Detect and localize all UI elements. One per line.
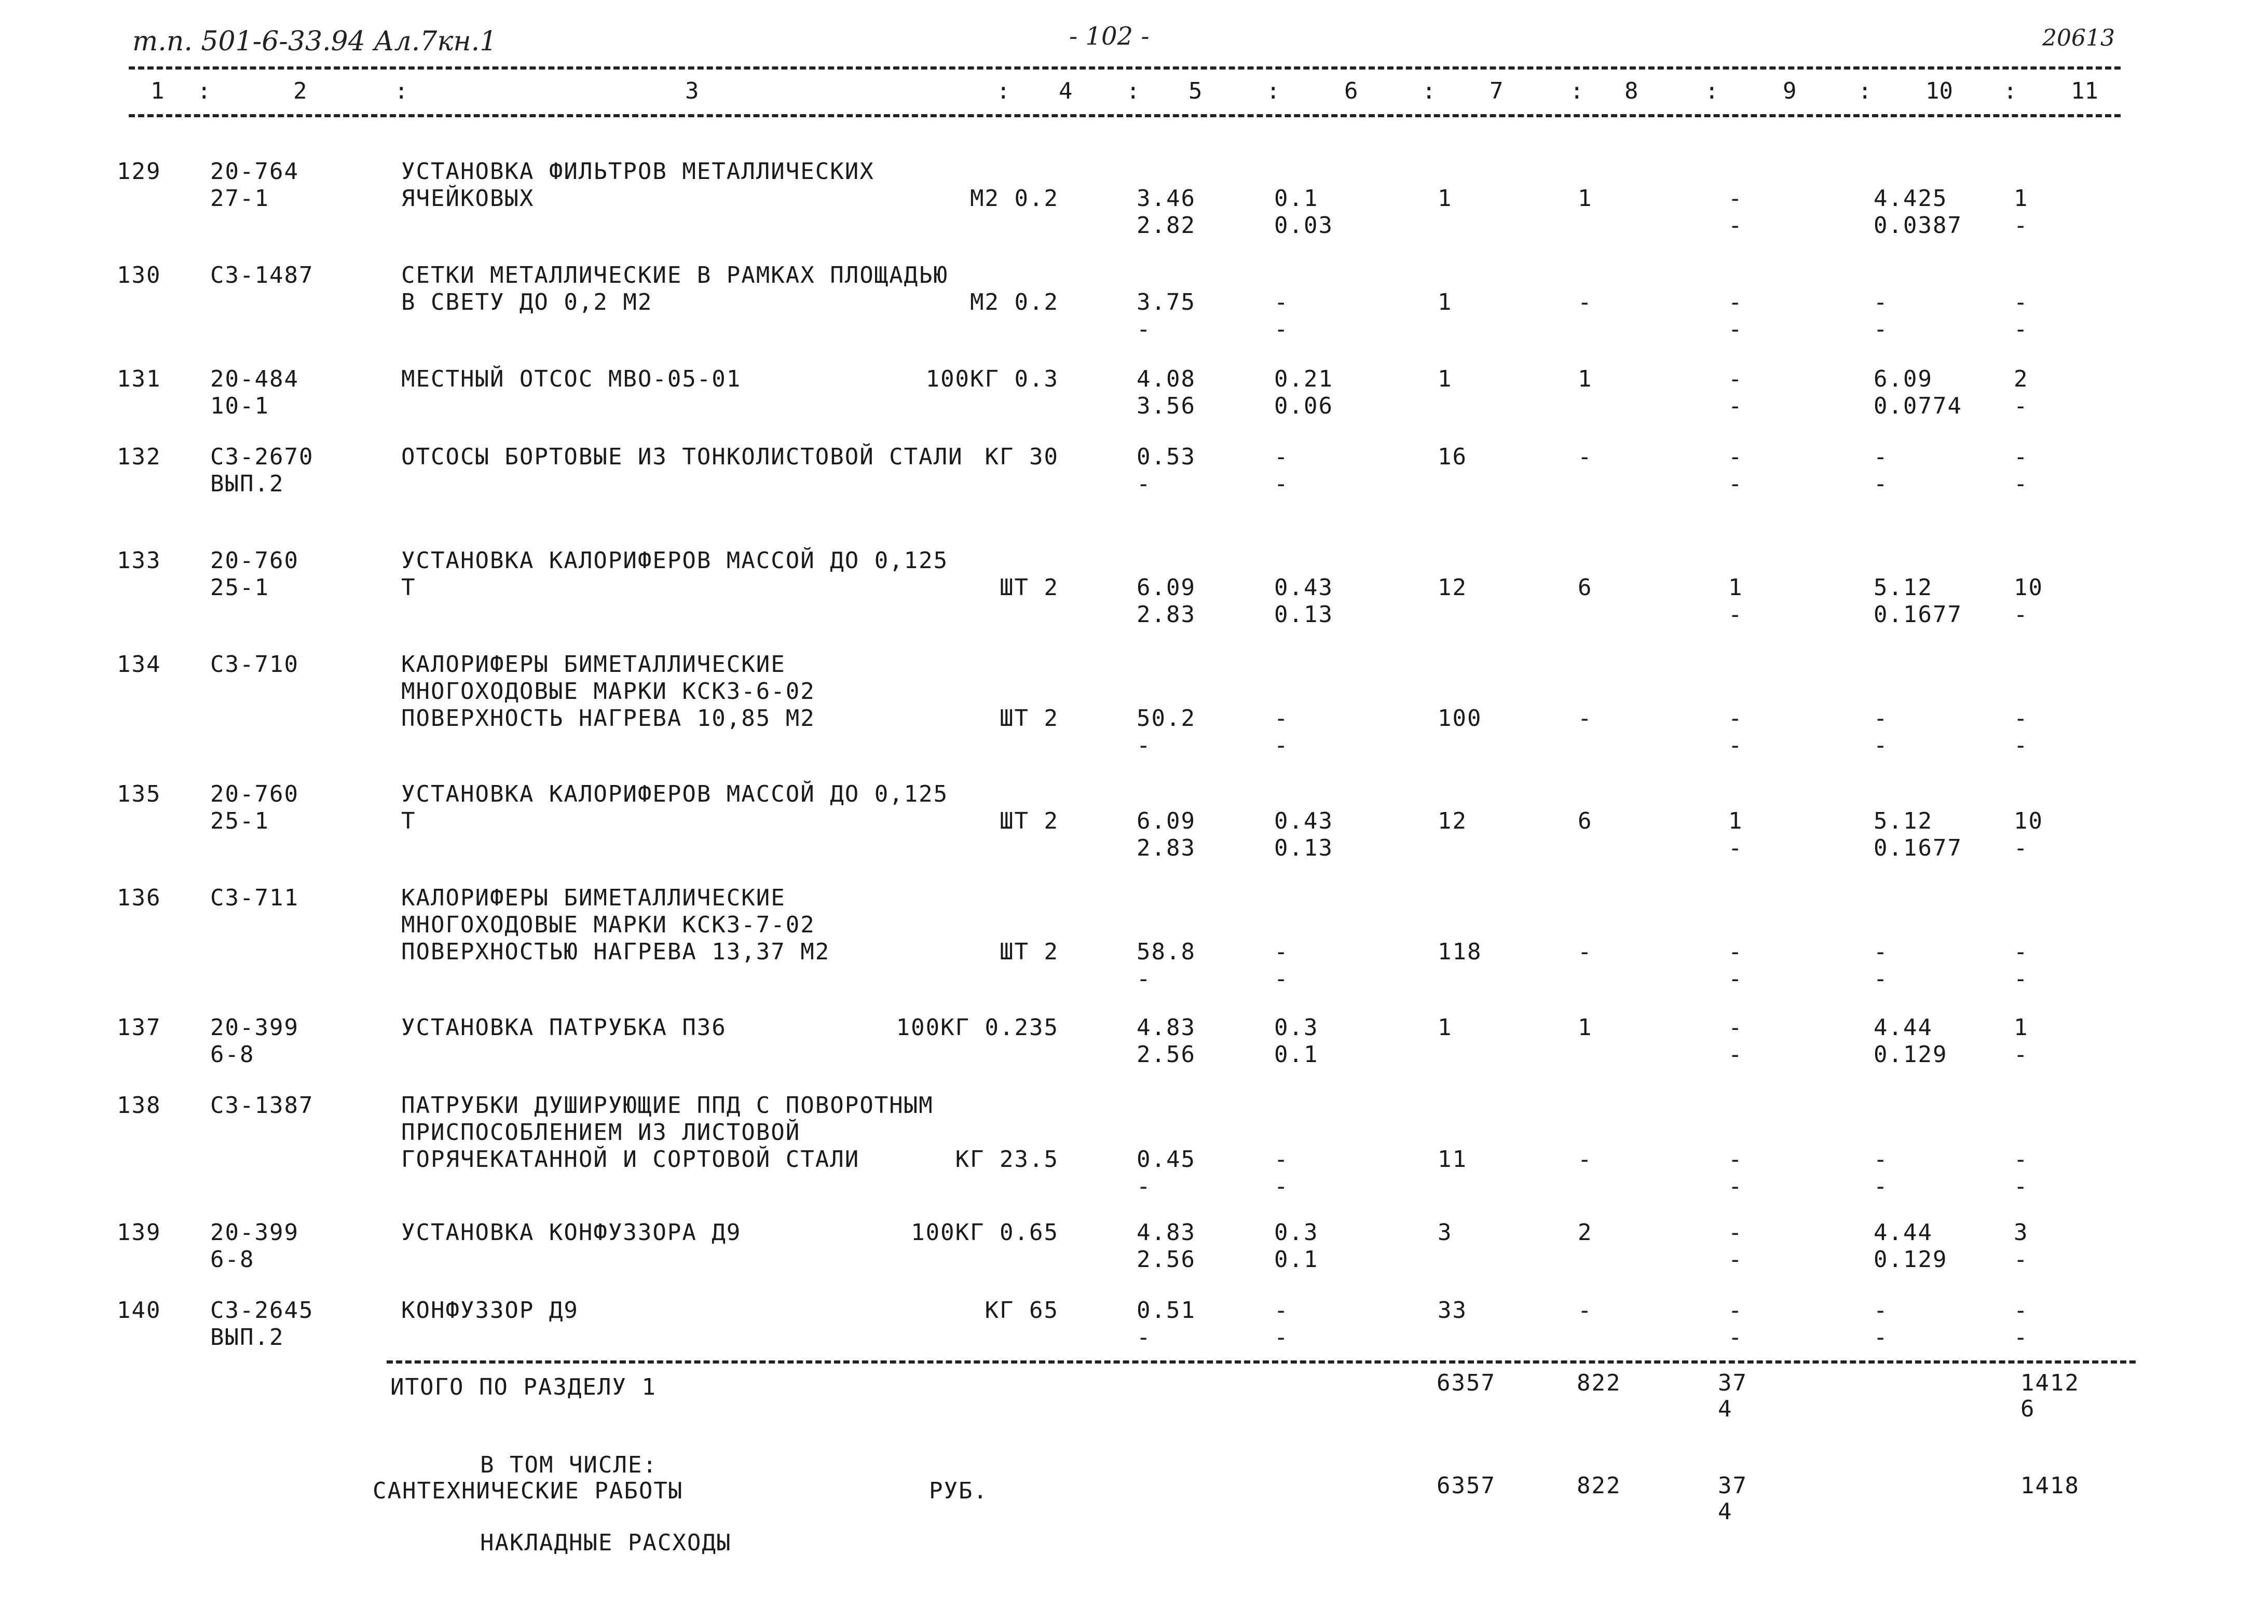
col10-value: -: [1874, 471, 1889, 497]
row-number: 130: [117, 262, 161, 288]
col11-value: -: [2014, 212, 2029, 239]
col8-value: -: [1578, 1146, 1593, 1173]
col8-value: 1: [1578, 366, 1593, 392]
col5-value: 3.75: [1137, 289, 1196, 315]
unit-quantity: М2 0.2: [970, 185, 1059, 212]
norm-code: 20-399: [210, 1219, 299, 1246]
col7-value: 1: [1438, 366, 1453, 392]
col11-value: 10: [2014, 574, 2043, 601]
colnum-1: 1: [151, 78, 165, 104]
col6-value: -: [1274, 471, 1289, 497]
col10-value: -: [1874, 444, 1889, 470]
col5-value: 2.83: [1137, 835, 1196, 861]
breakdown-col11: 1418: [2020, 1472, 2080, 1499]
col11-value: 2: [2014, 366, 2029, 392]
col10-value: 5.12: [1874, 574, 1933, 601]
col6-value: -: [1274, 444, 1289, 470]
col5-value: 4.08: [1137, 366, 1196, 392]
col8-value: 1: [1578, 1014, 1593, 1041]
work-name-line: ОТСОСЫ БОРТОВЫЕ ИЗ ТОНКОЛИСТОВОЙ СТАЛИ: [401, 444, 963, 470]
col7-value: 1: [1438, 1014, 1453, 1041]
col6-value: -: [1274, 316, 1289, 342]
col5-value: 4.83: [1137, 1219, 1196, 1246]
header-rule-top: [129, 66, 2121, 70]
col7-value: 3: [1438, 1219, 1453, 1246]
work-name-line: Т: [401, 574, 416, 601]
unit-quantity: КГ 23.5: [955, 1146, 1059, 1173]
sheet-number: 20613: [2042, 25, 2115, 51]
breakdown-col7: 6357: [1437, 1472, 1496, 1499]
work-name-line: МНОГОХОДОВЫЕ МАРКИ КСК3-6-02: [401, 678, 815, 705]
col9-value: -: [1728, 601, 1743, 628]
col11-value: 1: [2014, 1014, 2029, 1041]
col6-value: 0.13: [1274, 601, 1333, 628]
row-number: 131: [117, 366, 161, 392]
norm-code: С3-1387: [210, 1092, 314, 1119]
col7-value: 1: [1438, 289, 1453, 315]
totals-col7: 6357: [1437, 1370, 1496, 1396]
norm-code: С3-710: [210, 651, 299, 678]
norm-code: 6-8: [210, 1041, 255, 1068]
col11-value: -: [2014, 966, 2029, 992]
row-number: 132: [117, 444, 161, 470]
header-rule-bottom: [129, 114, 2121, 117]
col11-value: -: [2014, 316, 2029, 342]
doc-reference: т.п. 501-6-33.94 Ал.7кн.1: [132, 26, 497, 57]
col5-value: 6.09: [1137, 574, 1196, 601]
col11-value: -: [2014, 444, 2029, 470]
col9-value: -: [1728, 316, 1743, 342]
col5-value: 2.56: [1137, 1041, 1196, 1068]
breakdown-col8: 822: [1577, 1472, 1621, 1499]
col7-value: 12: [1438, 808, 1467, 834]
col9-value: -: [1728, 1219, 1743, 1246]
norm-code: 20-484: [210, 366, 299, 392]
col8-value: 6: [1578, 574, 1593, 601]
norm-code: 6-8: [210, 1246, 255, 1273]
col8-value: -: [1578, 444, 1593, 470]
col10-value: 4.425: [1874, 185, 1948, 212]
work-name-line: ГОРЯЧЕКАТАННОЙ И СОРТОВОЙ СТАЛИ: [401, 1146, 860, 1173]
col9-value: -: [1728, 1324, 1743, 1351]
unit-quantity: 100КГ 0.3: [925, 366, 1059, 392]
work-name-line: УСТАНОВКА ПАТРУБКА П36: [401, 1014, 727, 1041]
col9-value: -: [1728, 1041, 1743, 1068]
work-name-line: УСТАНОВКА КАЛОРИФЕРОВ МАССОЙ ДО 0,125: [401, 547, 949, 574]
col5-value: 2.56: [1137, 1246, 1196, 1273]
totals-col11-line2: 6: [2020, 1396, 2035, 1422]
col10-value: 5.12: [1874, 808, 1933, 834]
breakdown-col9-line1: 37: [1718, 1472, 1747, 1499]
breakdown-label: САНТЕХНИЧЕСКИЕ РАБОТЫ: [373, 1478, 684, 1504]
row-number: 133: [117, 547, 161, 574]
work-name-line: КАЛОРИФЕРЫ БИМЕТАЛЛИЧЕСКИЕ: [401, 885, 786, 911]
col10-value: -: [1874, 1173, 1889, 1200]
col5-value: 50.2: [1137, 705, 1196, 732]
col11-value: -: [2014, 1041, 2029, 1068]
including-label: В ТОМ ЧИСЛЕ:: [480, 1452, 658, 1478]
col5-value: 58.8: [1137, 939, 1196, 965]
col6-value: -: [1274, 1173, 1289, 1200]
col11-value: -: [2014, 601, 2029, 628]
col6-value: -: [1274, 705, 1289, 732]
col5-value: 0.53: [1137, 444, 1196, 470]
col6-value: 0.43: [1274, 574, 1333, 601]
row-number: 134: [117, 651, 161, 678]
col9-value: 1: [1728, 808, 1743, 834]
col7-value: 100: [1438, 705, 1482, 732]
col10-value: 4.44: [1874, 1219, 1933, 1246]
work-name-line: КАЛОРИФЕРЫ БИМЕТАЛЛИЧЕСКИЕ: [401, 651, 786, 678]
totals-label: ИТОГО ПО РАЗДЕЛУ 1: [390, 1374, 657, 1400]
norm-code: С3-711: [210, 885, 299, 911]
totals-col11-line1: 1412: [2020, 1370, 2080, 1396]
col11-value: 10: [2014, 808, 2043, 834]
row-number: 138: [117, 1092, 161, 1119]
col6-value: 0.3: [1274, 1014, 1319, 1041]
col11-value: -: [2014, 1146, 2029, 1173]
work-name-line: УСТАНОВКА КАЛОРИФЕРОВ МАССОЙ ДО 0,125: [401, 781, 949, 807]
col8-value: -: [1578, 289, 1593, 315]
col8-value: -: [1578, 1297, 1593, 1324]
norm-code: 20-764: [210, 158, 299, 185]
unit-quantity: М2 0.2: [970, 289, 1059, 315]
col9-value: -: [1728, 471, 1743, 497]
col10-value: 0.129: [1874, 1041, 1948, 1068]
col10-value: -: [1874, 289, 1889, 315]
col5-value: 4.83: [1137, 1014, 1196, 1041]
col8-value: 6: [1578, 808, 1593, 834]
col10-value: 0.0387: [1874, 212, 1962, 239]
col11-value: -: [2014, 393, 2029, 419]
col6-value: -: [1274, 289, 1289, 315]
work-name-line: В СВЕТУ ДО 0,2 М2: [401, 289, 653, 315]
col5-value: 0.45: [1137, 1146, 1196, 1173]
row-number: 135: [117, 781, 161, 807]
work-name-line: УСТАНОВКА КОНФУЗЗОРА Д9: [401, 1219, 742, 1246]
col9-value: -: [1728, 289, 1743, 315]
col5-value: 2.82: [1137, 212, 1196, 239]
col6-value: 0.1: [1274, 1246, 1319, 1273]
work-name-line: ПОВЕРХНОСТЬ НАГРЕВА 10,85 М2: [401, 705, 815, 732]
col9-value: -: [1728, 185, 1743, 212]
col9-value: -: [1728, 705, 1743, 732]
col11-value: -: [2014, 1173, 2029, 1200]
col8-value: -: [1578, 939, 1593, 965]
col8-value: 1: [1578, 185, 1593, 212]
work-name-line: МЕСТНЫЙ ОТСОС МВО-05-01: [401, 366, 742, 392]
totals-col8: 822: [1577, 1370, 1621, 1396]
work-name-line: ПАТРУБКИ ДУШИРУЮЩИЕ ППД С ПОВОРОТНЫМ: [401, 1092, 934, 1119]
overhead-label: НАКЛАДНЫЕ РАСХОДЫ: [480, 1530, 732, 1556]
norm-code: 20-760: [210, 547, 299, 574]
row-number: 140: [117, 1297, 161, 1324]
col10-value: 0.0774: [1874, 393, 1962, 419]
col11-value: -: [2014, 1324, 2029, 1351]
col10-value: -: [1874, 732, 1889, 759]
norm-code: 20-760: [210, 781, 299, 807]
unit-quantity: КГ 65: [985, 1297, 1059, 1324]
norm-code: С3-2670: [210, 444, 314, 470]
col11-value: -: [2014, 939, 2029, 965]
work-name-line: ПРИСПОСОБЛЕНИЕМ ИЗ ЛИСТОВОЙ: [401, 1119, 801, 1146]
col9-value: -: [1728, 366, 1743, 392]
col9-value: -: [1728, 1246, 1743, 1273]
row-number: 139: [117, 1219, 161, 1246]
col7-value: 1: [1438, 185, 1453, 212]
unit-quantity: КГ 30: [985, 444, 1059, 470]
col11-value: -: [2014, 471, 2029, 497]
col10-value: 0.1677: [1874, 601, 1962, 628]
col6-value: -: [1274, 1146, 1289, 1173]
col6-value: 0.06: [1274, 393, 1333, 419]
work-name-line: МНОГОХОДОВЫЕ МАРКИ КСК3-7-02: [401, 912, 815, 938]
row-number: 136: [117, 885, 161, 911]
col9-value: -: [1728, 393, 1743, 419]
unit-quantity: ШТ 2: [1000, 939, 1059, 965]
colnum-7: 7: [1490, 78, 1504, 104]
row-number: 129: [117, 158, 161, 185]
col7-value: 12: [1438, 574, 1467, 601]
col9-value: -: [1728, 835, 1743, 861]
col6-value: 0.3: [1274, 1219, 1319, 1246]
colnum-3: 3: [685, 78, 699, 104]
col6-value: -: [1274, 1324, 1289, 1351]
col6-value: -: [1274, 966, 1289, 992]
work-name-line: УСТАНОВКА ФИЛЬТРОВ МЕТАЛЛИЧЕСКИХ: [401, 158, 875, 185]
col5-value: -: [1137, 316, 1152, 342]
col5-value: -: [1137, 732, 1152, 759]
norm-code: 25-1: [210, 574, 269, 601]
norm-code: ВЫП.2: [210, 1324, 284, 1351]
work-name-line: КОНФУЗЗОР Д9: [401, 1297, 579, 1324]
col9-value: -: [1728, 939, 1743, 965]
col5-value: 3.46: [1137, 185, 1196, 212]
col5-value: 2.83: [1137, 601, 1196, 628]
col5-value: 3.56: [1137, 393, 1196, 419]
col9-value: -: [1728, 1173, 1743, 1200]
norm-code: 20-399: [210, 1014, 299, 1041]
col9-value: -: [1728, 444, 1743, 470]
col9-value: -: [1728, 732, 1743, 759]
col10-value: -: [1874, 1146, 1889, 1173]
unit-quantity: ШТ 2: [1000, 705, 1059, 732]
colnum-2: 2: [293, 78, 307, 104]
col11-value: -: [2014, 705, 2029, 732]
col11-value: -: [2014, 732, 2029, 759]
col10-value: 6.09: [1874, 366, 1933, 392]
col6-value: 0.13: [1274, 835, 1333, 861]
col11-value: 3: [2014, 1219, 2029, 1246]
col5-value: 6.09: [1137, 808, 1196, 834]
totals-col9-line2: 4: [1718, 1396, 1733, 1422]
col10-value: -: [1874, 316, 1889, 342]
col10-value: -: [1874, 705, 1889, 732]
col6-value: 0.03: [1274, 212, 1333, 239]
col6-value: 0.21: [1274, 366, 1333, 392]
col10-value: -: [1874, 939, 1889, 965]
norm-code: 27-1: [210, 185, 269, 212]
unit-quantity: ШТ 2: [1000, 574, 1059, 601]
colnum-8: 8: [1624, 78, 1638, 104]
colnum-4: 4: [1059, 78, 1073, 104]
col11-value: -: [2014, 1246, 2029, 1273]
work-name-line: СЕТКИ МЕТАЛЛИЧЕСКИЕ В РАМКАХ ПЛОЩАДЬЮ: [401, 262, 949, 288]
norm-code: ВЫП.2: [210, 471, 284, 497]
col5-value: -: [1137, 1173, 1152, 1200]
col9-value: -: [1728, 212, 1743, 239]
norm-code: 25-1: [210, 808, 269, 834]
colnum-11: 11: [2071, 78, 2098, 104]
unit-quantity: 100КГ 0.235: [896, 1014, 1059, 1041]
row-number: 137: [117, 1014, 161, 1041]
col7-value: 11: [1438, 1146, 1467, 1173]
col10-value: -: [1874, 966, 1889, 992]
col6-value: 0.1: [1274, 1041, 1319, 1068]
norm-code: 10-1: [210, 393, 269, 419]
unit-quantity: ШТ 2: [1000, 808, 1059, 834]
norm-code: С3-2645: [210, 1297, 314, 1324]
col11-value: 1: [2014, 185, 2029, 212]
work-name-line: Т: [401, 808, 416, 834]
col8-value: 2: [1578, 1219, 1593, 1246]
col6-value: -: [1274, 939, 1289, 965]
col11-value: -: [2014, 1297, 2029, 1324]
col7-value: 33: [1438, 1297, 1467, 1324]
col9-value: -: [1728, 966, 1743, 992]
col9-value: -: [1728, 1297, 1743, 1324]
col5-value: -: [1137, 966, 1152, 992]
totals-col9-line1: 37: [1718, 1370, 1747, 1396]
col8-value: -: [1578, 705, 1593, 732]
col6-value: 0.1: [1274, 185, 1319, 212]
col10-value: 0.1677: [1874, 835, 1962, 861]
totals-rule: [387, 1360, 2136, 1364]
col5-value: -: [1137, 471, 1152, 497]
norm-code: С3-1487: [210, 262, 314, 288]
col10-value: -: [1874, 1324, 1889, 1351]
colnum-5: 5: [1188, 78, 1203, 104]
work-name-line: ЯЧЕЙКОВЫХ: [401, 185, 535, 212]
colnum-9: 9: [1783, 78, 1797, 104]
col9-value: -: [1728, 1014, 1743, 1041]
col5-value: 0.51: [1137, 1297, 1196, 1324]
work-name-line: ПОВЕРХНОСТЬЮ НАГРЕВА 13,37 М2: [401, 939, 830, 965]
col6-value: 0.43: [1274, 808, 1333, 834]
breakdown-col9-line2: 4: [1718, 1498, 1733, 1525]
col10-value: 4.44: [1874, 1014, 1933, 1041]
col6-value: -: [1274, 1297, 1289, 1324]
page-number: - 102 -: [1069, 22, 1150, 51]
col7-value: 16: [1438, 444, 1467, 470]
col6-value: -: [1274, 732, 1289, 759]
col7-value: 118: [1438, 939, 1482, 965]
col11-value: -: [2014, 289, 2029, 315]
colnum-6: 6: [1344, 78, 1358, 104]
col9-value: 1: [1728, 574, 1743, 601]
breakdown-unit: РУБ.: [929, 1478, 988, 1504]
col11-value: -: [2014, 835, 2029, 861]
col9-value: -: [1728, 1146, 1743, 1173]
colnum-10: 10: [1925, 78, 1953, 104]
col10-value: -: [1874, 1297, 1889, 1324]
col10-value: 0.129: [1874, 1246, 1948, 1273]
unit-quantity: 100КГ 0.65: [911, 1219, 1059, 1246]
col5-value: -: [1137, 1324, 1152, 1351]
